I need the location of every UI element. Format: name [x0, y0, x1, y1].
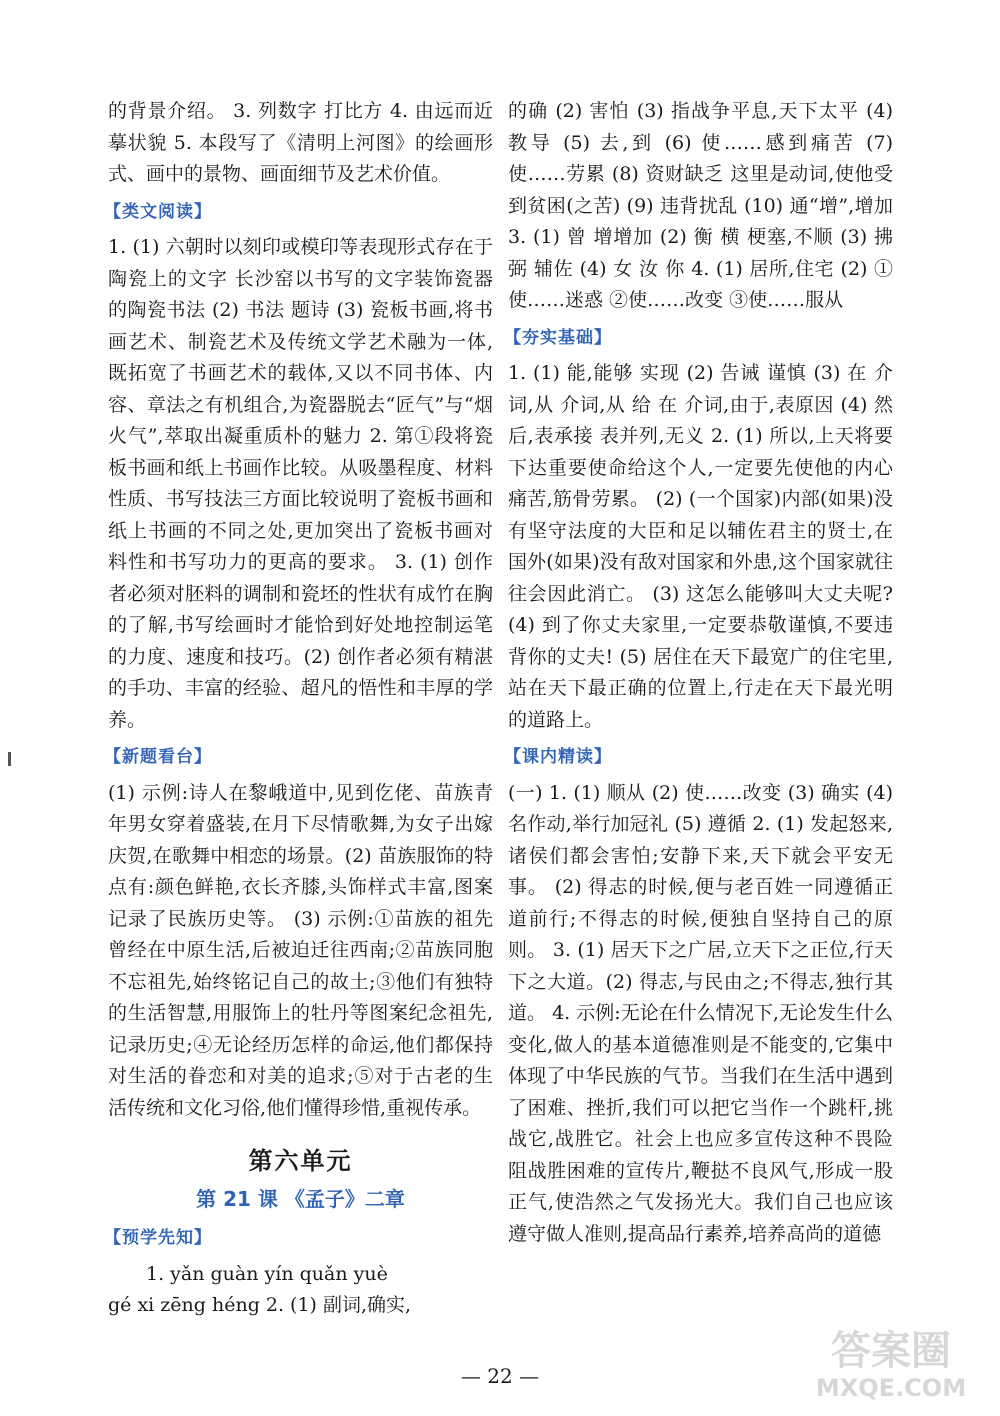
section-label-basics: 【夯实基础】 [504, 327, 612, 348]
section-label-new-questions: 【新题看台】 [104, 747, 212, 767]
unit-title: 第六单元 [248, 1147, 353, 1175]
preview-pinyin-line: 1. yǎn guàn yín quǎn yuè [146, 1262, 388, 1285]
related-reading-answers: 1. (1) 六朝时以刻印或模印等表现形式存在于陶瓷上的文字 长沙窑以书写的文字装饰瓷器的陶瓷书法 (2) 书法 题诗 (3) 瓷板书画,将书画艺术、制瓷艺术及传统文学艺术融为一体,既拓宽了书画艺术的载体,又以不同书体、内容、章法之有机组合,为瓷器脱去“匠气”与“烟火气”,萃取出凝重质朴的魅力 2. 第①段将瓷板书画和纸上书画作比较。从吸墨程度、材料性质、书写技法三方面比较说明了瓷板书画和纸上书画的不同之处,更加突出了瓷板书画对料性和书写功力的更高的要求。 3. (1) 创作者必须对胚料的调制和瓷坯的性状有成竹在胸的了解,书写绘画时才能恰到好处地控制运笔的力度、速度和技巧。(2) 创作者必须有精湛的手功、丰富的经验、超凡的悟性和丰厚的学养。 [108, 236, 493, 731]
new-questions-answers: (1) 示例:诗人在黎峨道中,见到仡佬、苗族青年男女穿着盛装,在月下尽情歌舞,为女子出嫁庆贺,在歌舞中相恋的场景。(2) 苗族服饰的特点有:颜色鲜艳,衣长齐膝,头饰样式丰富,图案记录了民族历史等。 (3) 示例:①苗族的祖先曾经在中原生活,后被迫迁往西南;②苗族同胞不忘祖先,始终铭记自己的故土;③他们有独特的生活智慧,用服饰上的牡丹等图案纪念祖先,记录历史;④无论经历怎样的命运,他们都保持对生活的眷恋和对美的追求;⑤对于古老的生活传统和文化习俗,他们懂得珍惜,重视传承。 [108, 781, 493, 1119]
basics-answers: 1. (1) 能,能够 实现 (2) 告诫 谨慎 (3) 在 介词,从 介词,从 给 在 介词,由于,表原因 (4) 然后,表承接 表并列,无义 2. (1) 所以,上天将要下达重要使命给这个人,一定要先使他的内心痛苦,筋骨劳累。 (2) (一个国家)内部(如果)没有坚守法度的大臣和足以辅佐君主的贤士,在国外(如果)没有敌对国家和外患,这个国家就往往会因此消亡。 (3) 这怎么能够叫大丈夫呢? (4) 到了你丈夫家里,一定要恭敬谨慎,不要违背你的丈夫! (5) 居住在天下最宽广的住宅里,站在天下最正确的位置上,行走在天下最光明的道路上。 [508, 362, 893, 731]
page-number: — 22 — [460, 1364, 540, 1388]
preview-answers-line: gé xi zēng héng 2. (1) 副词,确实, [108, 1294, 412, 1316]
section-label-preview: 【预学先知】 [104, 1228, 212, 1248]
lesson-title: 第 21 课 《孟子》二章 [196, 1186, 405, 1211]
right-intro-text: 的确 (2) 害怕 (3) 指战争平息,天下太平 (4) 教导 (5) 去,到 (6) 使……感到痛苦 (7) 使……劳累 (8) 资财缺乏 这里是动词,使他受到贫困(之苦) (9) 违背扰乱 (10) 通“增”,增加 3. (1) 曾 增增加 (2) 衡 横 梗塞,不顺 (3) 拂 弼 辅佐 (4) 女 汝 你 4. (1) 居所,住宅 (2) ①使……迷惑 ②使……改变 ③使……服从 [508, 100, 893, 311]
watermark-url-text: MXQE.COM [815, 1374, 967, 1402]
right-column [504, 96, 893, 1250]
watermark-logo [796, 1320, 986, 1404]
section-label-related-reading: 【类文阅读】 [104, 201, 212, 222]
section-label-close-reading: 【课内精读】 [504, 747, 612, 767]
margin-mark [8, 752, 11, 766]
watermark-main-text: 答案圈 [831, 1328, 951, 1374]
left-intro-text: 的背景介绍。 3. 列数字 打比方 4. 由远而近 摹状貌 5. 本段写了《清明上河图》的绘画形式、画中的景物、画面细节及艺术价值。 [108, 100, 493, 185]
close-reading-answers: (一) 1. (1) 顺从 (2) 使……改变 (3) 确实 (4) 名作动,举行加冠礼 (5) 遵循 2. (1) 发起怒来,诸侯们都会害怕;安静下来,天下就会平安无事。 (2) 得志的时候,便与老百姓一同遵循正道前行;不得志的时候,便独自坚持自己的原则。 3. (1) 居天下之广居,立天下之正位,行天下之大道。(2) 得志,与民由之;不得志,独行其道。 4. 示例:无论在什么情况下,无论发生什么变化,做人的基本道德准则是不能变的,它集中体现了中华民族的气节。当我们在生活中遇到了困难、挫折,我们可以把它当作一个跳杆,挑战它,战胜它。社会上也应多宣传这种不畏险阻战胜困难的宣传片,鞭挞不良风气,形成一股正气,使浩然之气发扬光大。我们自己也应该遵守做人准则,提高品行素养,培养高尚的道德 [508, 781, 893, 1245]
left-column [104, 96, 493, 1322]
